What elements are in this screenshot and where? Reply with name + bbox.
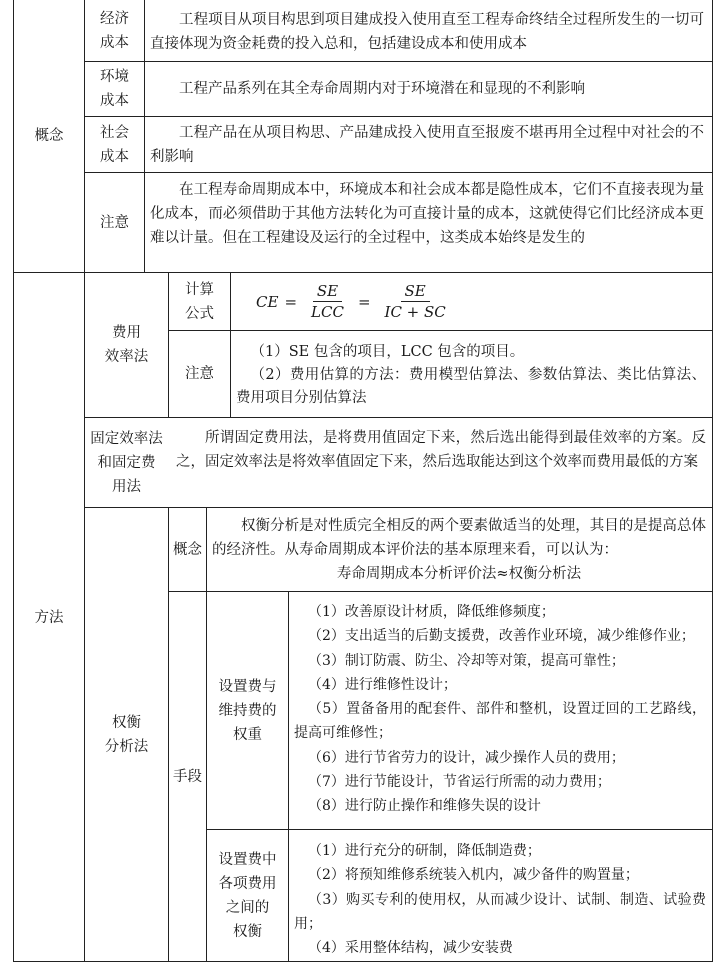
- method-section-label: 方法: [34, 609, 64, 626]
- fixed-method-desc: 所谓固定费用法，是将费用值固定下来，然后选出能得到最佳效率的方案。反之，固定效率法是将效率值固定下来，然后选取能达到这个效率而费用最低的方案: [176, 430, 706, 470]
- list-item: （2）支出适当的后勤支援费，改善作业环境，减少维修作业；: [308, 628, 695, 645]
- formula-equals-2: =: [357, 292, 371, 311]
- formula-equals-1: =: [284, 292, 298, 311]
- tradeoff-label: 权衡 分析法: [104, 715, 149, 755]
- list-item: （3）制订防震、防尘、冷却等对策，提高可靠性；: [308, 652, 625, 669]
- cost-efficiency-label: 费用 效率法: [104, 325, 149, 365]
- cost-efficiency-note-2: （2）费用估算的方法：费用模型估算法、参数估算法、类比估算法、费用项目分别估算法: [236, 367, 706, 406]
- formula-lhs: CE: [256, 292, 279, 311]
- environment-cost-label: 环境 成本: [100, 69, 129, 109]
- cost-efficiency-formula: [256, 273, 454, 330]
- list-item: （5）置备备用的配套件、部件和整机，设置迂回的工艺路线，提高可维修性；: [294, 701, 706, 742]
- list-item: （1）进行充分的研制，降低制造费；: [308, 843, 541, 859]
- concept-note-label: 注意: [100, 214, 129, 231]
- tradeoff-concept-label: 概念: [173, 541, 202, 558]
- tradeoff-means-label: 手段: [173, 769, 202, 785]
- cost-efficiency-notes: [236, 341, 706, 410]
- tradeoff-sub2-list: [294, 839, 706, 960]
- environment-cost-desc: 工程产品系列在其全寿命周期内对于环境潜在和显现的不利影响: [179, 81, 585, 97]
- list-item: （1）改善原设计材质，降低维修频度；: [308, 604, 555, 620]
- tradeoff-concept-text: 权衡分析是对性质完全相反的两个要素做适当的处理，其目的是提高总体的经济性。从寿命周期成本评价法的基本原理来看，可以认为： 寿命周期成本分析评价法≈权衡分析法: [212, 514, 706, 586]
- tradeoff-sub1-list: [294, 600, 706, 819]
- concept-section-label: 概念: [34, 128, 64, 144]
- concept-note-desc: 在工程寿命周期成本中，环境成本和社会成本都是隐性成本，它们不直接表现为量化成本，而必须借助于其他方法转化为可直接计量的成本，这就使得它们比经济成本更难以计量。但在工程建设及运行的全过程中，这类成本始终是发生的: [150, 182, 704, 246]
- formula-fraction-1: $\frac{SE}{\text{LCC}}$: [311, 282, 344, 321]
- list-item: （7）进行节能设计，节省运行所需的动力费用；: [308, 774, 611, 791]
- formula-fraction-2: $\frac{SE}{IC + SC}$: [384, 282, 446, 321]
- list-item: （6）进行节省劳力的设计，减少操作人员的费用；: [308, 749, 625, 766]
- formula-label: 计算 公式: [185, 281, 214, 322]
- list-item: （2）将预知维修系统装入机内，减少备件的购置量；: [308, 867, 639, 884]
- list-item: （4）采用整体结构，减少安装费: [308, 940, 513, 957]
- list-item: （4）进行维修性设计；: [308, 676, 457, 693]
- cost-efficiency-note-1: （1）SE 包含的项目，LCC 包含的项目。: [250, 344, 525, 360]
- list-item: （8）进行防止操作和维修失误的设计: [308, 798, 541, 815]
- economic-cost-desc: 工程项目从项目构思到项目建成投入使用直至工程寿命终结全过程所发生的一切可直接体现为资金耗费的投入总和，包括建设成本和使用成本: [150, 12, 704, 52]
- social-cost-desc: 工程产品在从项目构思、产品建成投入使用直至报废不堪再用全过程中对社会的不利影响: [150, 125, 704, 165]
- tradeoff-sub2-label: 设置费中 各项费用 之间的 权衡: [218, 852, 277, 940]
- tradeoff-sub1-label: 设置费与 维持费的 权重: [218, 678, 277, 743]
- cost-efficiency-note-label: 注意: [185, 366, 214, 382]
- fixed-method-label: 固定效率法 和固定费 用法: [90, 430, 163, 495]
- tradeoff-concept-formula: 寿命周期成本分析评价法≈权衡分析法: [336, 566, 582, 582]
- list-item: （3）购买专利的使用权，从而减少设计、试制、制造、试验费用；: [294, 891, 706, 932]
- social-cost-label: 社会 成本: [100, 124, 129, 165]
- economic-cost-label: 经济 成本: [100, 10, 129, 51]
